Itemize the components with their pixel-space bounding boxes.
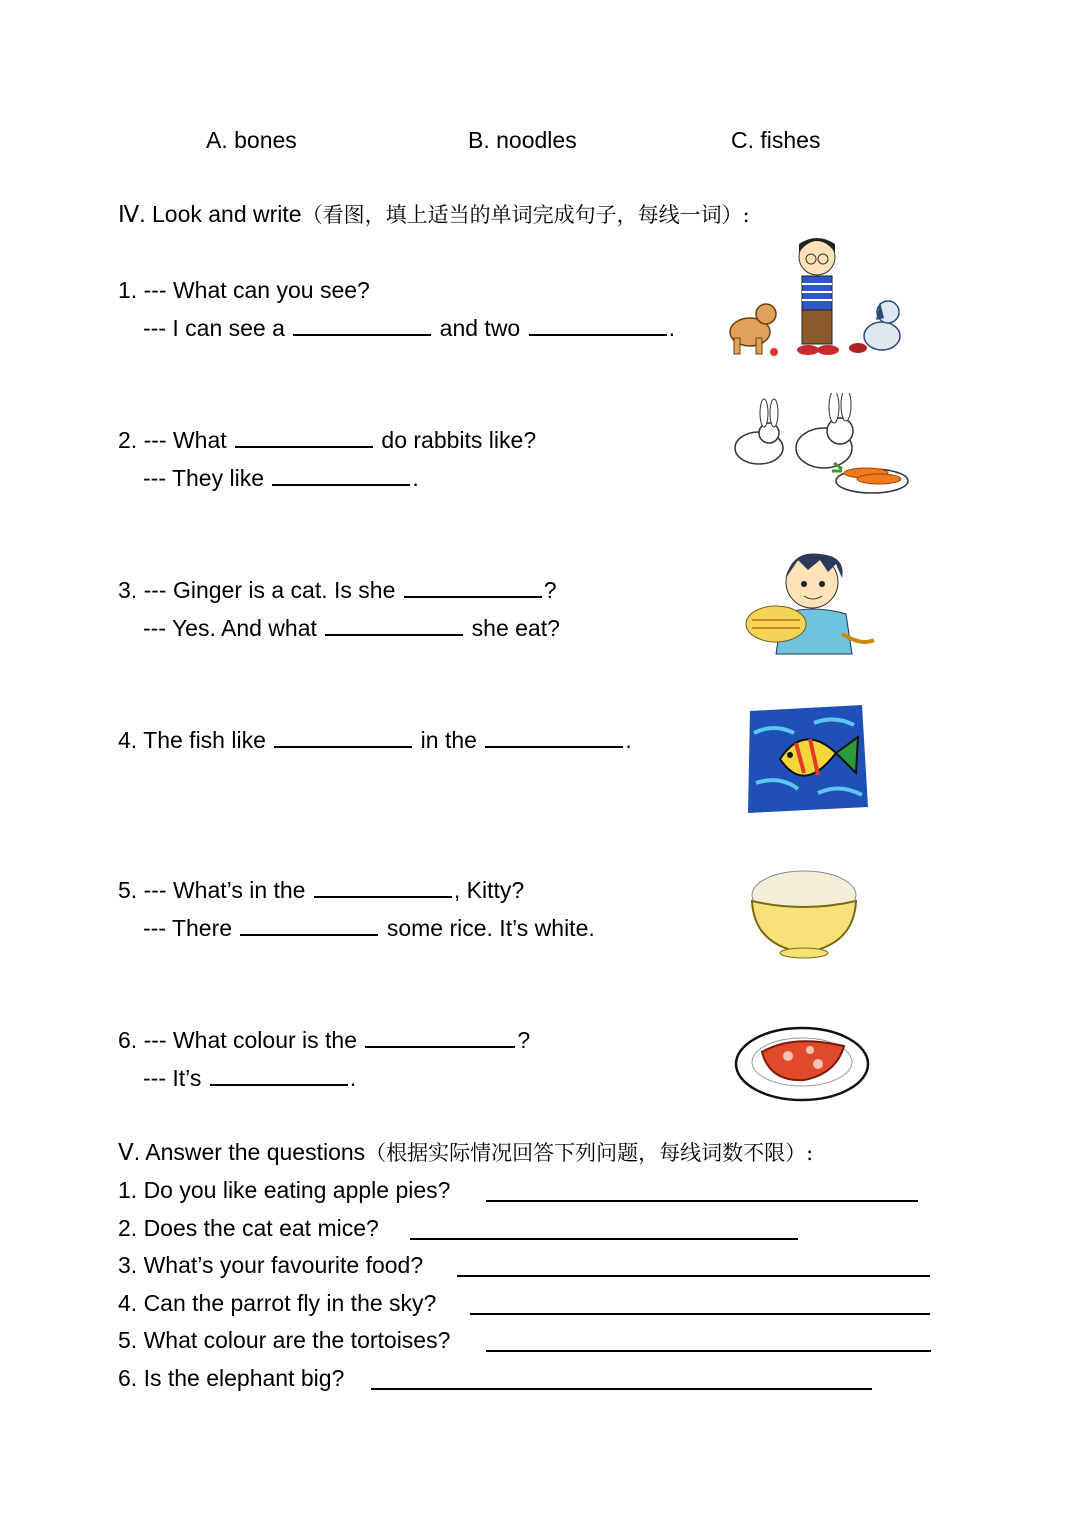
- section-5-heading-cn: （根据实际情况回答下列问题，每线词数不限）:: [365, 1141, 814, 1165]
- answer-question-1: 1. Do you like eating apple pies?: [118, 1177, 451, 1203]
- q5-line2-b: some rice. It’s white.: [386, 915, 595, 941]
- q5-blank-2[interactable]: [240, 914, 378, 936]
- q2-line1-b: do rabbits like?: [381, 427, 537, 453]
- boy-with-cat-illustration: [742, 548, 882, 658]
- q6-line1-a: 6. --- What colour is the: [118, 1027, 358, 1053]
- q2-line2: [143, 464, 419, 492]
- q4-b: in the: [420, 727, 477, 753]
- q5-line1: [118, 876, 524, 904]
- q6-blank-2[interactable]: [210, 1064, 348, 1086]
- q3-line1: [118, 576, 557, 604]
- answer-question-5: 5. What colour are the tortoises?: [118, 1327, 451, 1353]
- q3-line1-b: ?: [543, 577, 557, 603]
- answer-line-1[interactable]: [486, 1200, 918, 1202]
- answer-line-6[interactable]: [371, 1388, 872, 1390]
- q3-line2-b: she eat?: [471, 615, 560, 641]
- q1-line1: 1. --- What can you see?: [118, 277, 370, 303]
- q5-blank-1[interactable]: [314, 876, 452, 898]
- q6-line2-a: --- It’s: [143, 1065, 202, 1091]
- rabbits-carrots-illustration: [724, 393, 914, 503]
- q1-line2-c: .: [668, 315, 676, 341]
- option-b: B. noodles: [468, 127, 577, 153]
- q4-blank-1[interactable]: [274, 726, 412, 748]
- option-a: A. bones: [206, 127, 297, 153]
- fish-in-water-illustration: [744, 703, 870, 815]
- q2-blank-2[interactable]: [272, 464, 410, 486]
- q1-line2: [143, 314, 675, 342]
- meat-plate-illustration: [732, 1016, 878, 1108]
- q6-line2: [143, 1064, 356, 1092]
- q4-blank-2[interactable]: [485, 726, 623, 748]
- answer-line-4[interactable]: [470, 1313, 930, 1315]
- q3-line2: [143, 614, 560, 642]
- section-5-heading-en: Ⅴ. Answer the questions: [118, 1139, 366, 1165]
- option-c: C. fishes: [731, 127, 821, 153]
- q3-blank-1[interactable]: [404, 576, 542, 598]
- q1-blank-2[interactable]: [529, 314, 667, 336]
- q3-line2-a: --- Yes. And what: [143, 615, 317, 641]
- boy-dogs-illustration: [722, 232, 912, 362]
- q2-line2-b: .: [412, 465, 419, 491]
- q5-line1-a: 5. --- What’s in the: [118, 877, 306, 903]
- answer-question-6: 6. Is the elephant big?: [118, 1365, 345, 1391]
- q5-line1-b: , Kitty?: [453, 877, 525, 903]
- rice-bowl-illustration: [744, 865, 870, 961]
- q6-line2-b: .: [349, 1065, 357, 1091]
- answer-question-4: 4. Can the parrot fly in the sky?: [118, 1290, 437, 1316]
- section-4-heading-cn: （看图，填上适当的单词完成句子，每线一词）:: [301, 203, 750, 227]
- q2-line1-a: 2. --- What: [118, 427, 227, 453]
- q2-line2-a: --- They like: [143, 465, 264, 491]
- section-4-heading-en: Ⅳ. Look and write: [118, 201, 302, 227]
- q6-blank-1[interactable]: [365, 1026, 515, 1048]
- q5-line2-a: --- There: [143, 915, 233, 941]
- q4-a: 4. The fish like: [118, 727, 266, 753]
- answer-line-2[interactable]: [410, 1238, 798, 1240]
- q6-line1-b: ?: [517, 1027, 531, 1053]
- q1-blank-1[interactable]: [293, 314, 431, 336]
- answer-question-2: 2. Does the cat eat mice?: [118, 1215, 379, 1241]
- section-4-heading: [118, 200, 750, 229]
- q2-line1: [118, 426, 536, 454]
- q1-line2-a: --- I can see a: [143, 315, 285, 341]
- answer-line-3[interactable]: [457, 1275, 930, 1277]
- q3-blank-2[interactable]: [325, 614, 463, 636]
- q5-line2: [143, 914, 595, 942]
- q1-line2-b: and two: [439, 315, 521, 341]
- answer-line-5[interactable]: [486, 1350, 931, 1352]
- answer-question-3: 3. What’s your favourite food?: [118, 1252, 424, 1278]
- q4-c: .: [625, 727, 632, 753]
- q4-line: [118, 726, 632, 754]
- section-5-heading: [118, 1138, 813, 1167]
- q2-blank-1[interactable]: [235, 426, 373, 448]
- q3-line1-a: 3. --- Ginger is a cat. Is she: [118, 577, 396, 603]
- q6-line1: [118, 1026, 530, 1054]
